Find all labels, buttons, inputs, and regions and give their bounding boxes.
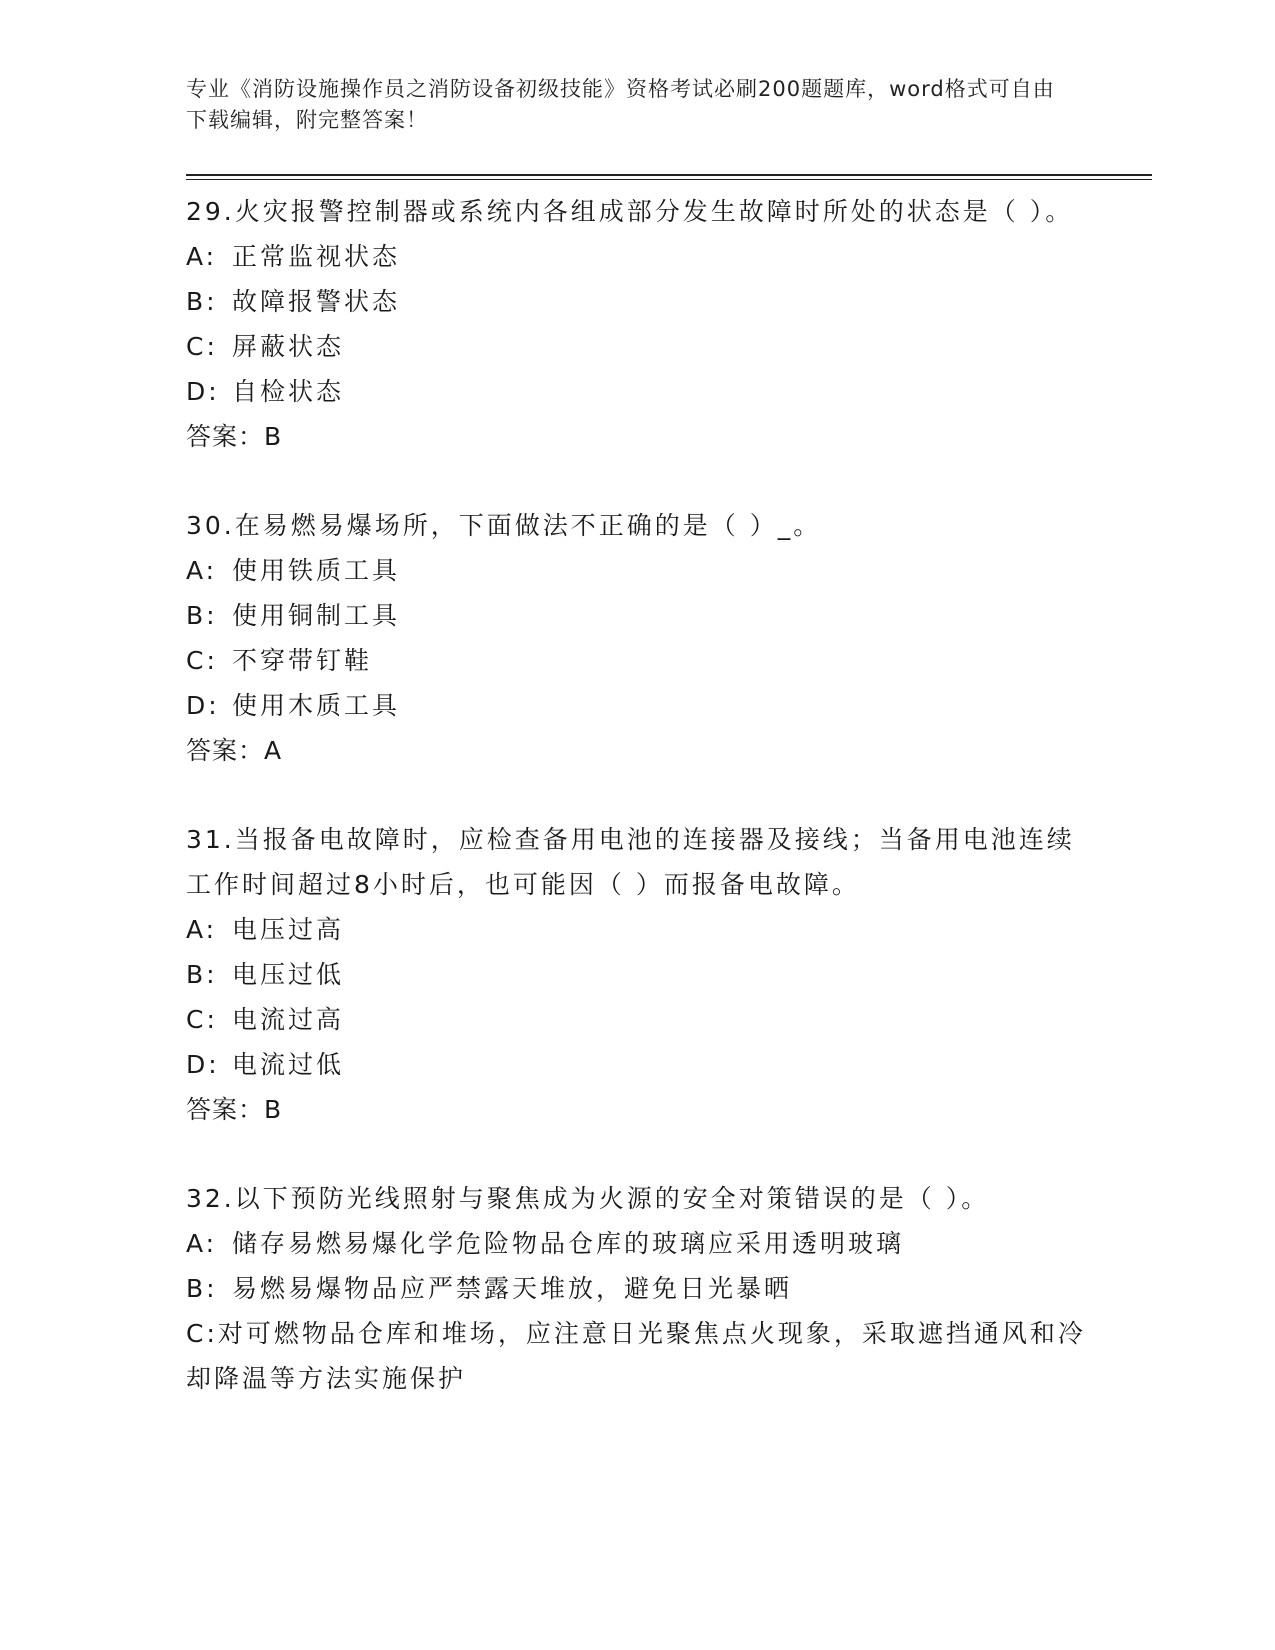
option-text: 不穿带钉鞋 (232, 646, 373, 675)
option-label: D: (186, 1050, 220, 1079)
option-label: C: (186, 1005, 218, 1034)
option-text: 对可燃物品仓库和堆场，应注意日光聚焦点火现象，采取遮挡通风和冷却降温等方法实施保护 (186, 1319, 1086, 1393)
option-label: B: (186, 287, 218, 316)
answer-line: 答案：B (186, 1095, 283, 1124)
option-label: A: (186, 915, 218, 944)
option-text: 电流过高 (232, 1005, 345, 1034)
option-text: 电压过高 (232, 915, 345, 944)
option-label: B: (186, 960, 218, 989)
option-label: A: (186, 242, 218, 271)
option-label: C: (186, 646, 218, 675)
option-a (186, 234, 1086, 279)
option-d (186, 1042, 1086, 1087)
option-label: B: (186, 601, 218, 630)
option-text: 使用木质工具 (232, 691, 401, 720)
option-c (186, 638, 1086, 683)
option-text: 屏蔽状态 (232, 332, 345, 361)
option-text: 电压过低 (232, 960, 345, 989)
question-31 (186, 817, 1086, 1132)
option-d (186, 683, 1086, 728)
option-text: 使用铜制工具 (232, 601, 401, 630)
answer-line: 答案：B (186, 422, 283, 451)
option-d (186, 369, 1086, 414)
option-c (186, 324, 1086, 369)
question-stem: 32.以下预防光线照射与聚焦成为火源的安全对策错误的是（ ）。 (186, 1184, 990, 1213)
document-header: 专业《消防设施操作员之消防设备初级技能》资格考试必刷200题题库，word格式可自由下载编辑，附完整答案！ (186, 77, 1055, 132)
question-stem: 30.在易燃易爆场所，下面做法不正确的是（ ）_。 (186, 511, 822, 540)
option-text: 自检状态 (232, 377, 345, 406)
option-label: A: (186, 556, 218, 585)
option-a (186, 548, 1086, 593)
option-b (186, 593, 1086, 638)
option-text: 正常监视状态 (232, 242, 401, 271)
question-29 (186, 189, 1086, 459)
option-label: C: (186, 1319, 218, 1348)
question-list (186, 189, 1086, 1445)
option-c (186, 1311, 1086, 1401)
option-label: D: (186, 377, 220, 406)
option-b (186, 952, 1086, 997)
option-text: 电流过低 (232, 1050, 345, 1079)
question-stem: 31.当报备电故障时，应检查备用电池的连接器及接线；当备用电池连续工作时间超过8小时后，也可能因（ ）而报备电故障。 (186, 825, 1075, 899)
option-b (186, 1266, 1086, 1311)
header-divider-thick (186, 174, 1152, 176)
option-text: 储存易燃易爆化学危险物品仓库的玻璃应采用透明玻璃 (232, 1229, 905, 1258)
option-text: 使用铁质工具 (232, 556, 401, 585)
question-32 (186, 1176, 1086, 1401)
option-text: 易燃易爆物品应严禁露天堆放，避免日光暴晒 (232, 1274, 793, 1303)
option-a (186, 1221, 1086, 1266)
option-label: D: (186, 691, 220, 720)
option-b (186, 279, 1086, 324)
answer-line: 答案：A (186, 736, 283, 765)
option-label: A: (186, 1229, 218, 1258)
question-30 (186, 503, 1086, 773)
header-divider-thin (186, 179, 1152, 180)
option-label: C: (186, 332, 218, 361)
option-text: 故障报警状态 (232, 287, 401, 316)
option-c (186, 997, 1086, 1042)
question-stem: 29.火灾报警控制器或系统内各组成部分发生故障时所处的状态是（ ）。 (186, 197, 1074, 226)
option-a (186, 907, 1086, 952)
option-label: B: (186, 1274, 218, 1303)
